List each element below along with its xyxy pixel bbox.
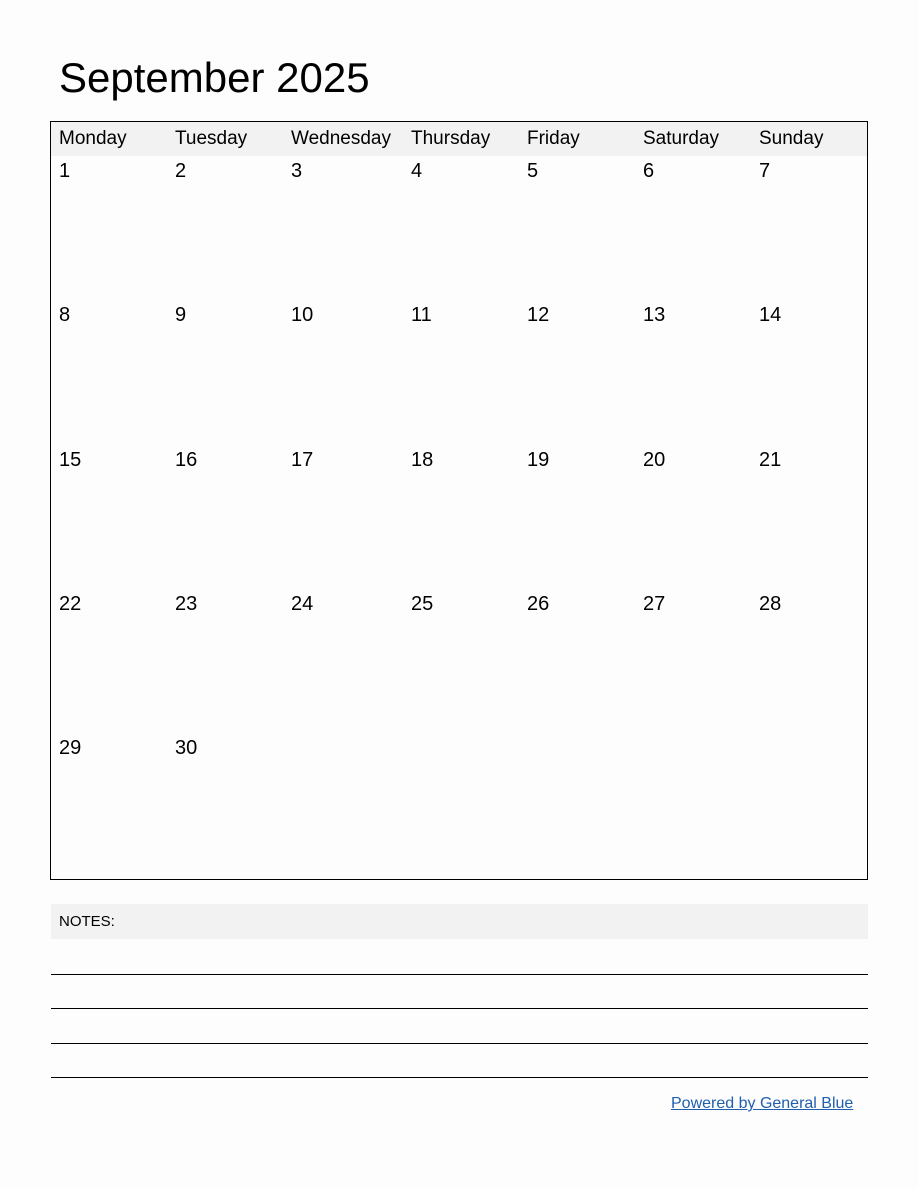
weekday-wednesday: Wednesday — [291, 128, 391, 149]
note-line — [51, 974, 868, 975]
day-cell: 15 — [59, 449, 82, 471]
day-cell: 24 — [291, 593, 314, 615]
day-cell: 3 — [291, 160, 303, 182]
weekday-header-row — [51, 122, 867, 156]
day-cell: 9 — [175, 304, 187, 326]
day-cell: 30 — [175, 737, 198, 759]
note-line — [51, 1008, 868, 1009]
day-cell: 29 — [59, 737, 82, 759]
calendar-grid — [50, 121, 868, 880]
day-cell: 11 — [411, 304, 432, 326]
day-cell: 14 — [759, 304, 782, 326]
day-cell: 19 — [527, 449, 550, 471]
note-line — [51, 1077, 868, 1078]
day-cell: 18 — [411, 449, 434, 471]
day-cell: 13 — [643, 304, 666, 326]
page-title: September 2025 — [59, 54, 370, 101]
day-cell: 23 — [175, 593, 198, 615]
day-cell: 20 — [643, 449, 666, 471]
day-cell: 26 — [527, 593, 550, 615]
weekday-sunday: Sunday — [759, 128, 824, 149]
day-cell: 21 — [759, 449, 782, 471]
day-cell: 12 — [527, 304, 550, 326]
day-cell: 8 — [59, 304, 71, 326]
weekday-monday: Monday — [59, 128, 127, 149]
day-cell: 4 — [411, 160, 423, 182]
day-cell: 16 — [175, 449, 198, 471]
notes-label: NOTES: — [59, 913, 115, 930]
day-cell: 5 — [527, 160, 539, 182]
day-cell: 1 — [59, 160, 71, 182]
weekday-saturday: Saturday — [643, 128, 720, 149]
note-line — [51, 1043, 868, 1044]
day-cell: 2 — [175, 160, 187, 182]
day-cell: 7 — [759, 160, 771, 182]
notes-header — [51, 904, 868, 939]
weekday-friday: Friday — [527, 128, 580, 149]
day-cell: 28 — [759, 593, 782, 615]
day-cell: 6 — [643, 160, 655, 182]
weekday-tuesday: Tuesday — [175, 128, 248, 149]
powered-by-link[interactable]: Powered by General Blue — [671, 1095, 854, 1112]
weekday-thursday: Thursday — [411, 128, 491, 149]
day-cell: 27 — [643, 593, 666, 615]
day-cell: 25 — [411, 593, 434, 615]
day-cell: 10 — [291, 304, 314, 326]
day-cell: 22 — [59, 593, 82, 615]
day-cell: 17 — [291, 449, 314, 471]
